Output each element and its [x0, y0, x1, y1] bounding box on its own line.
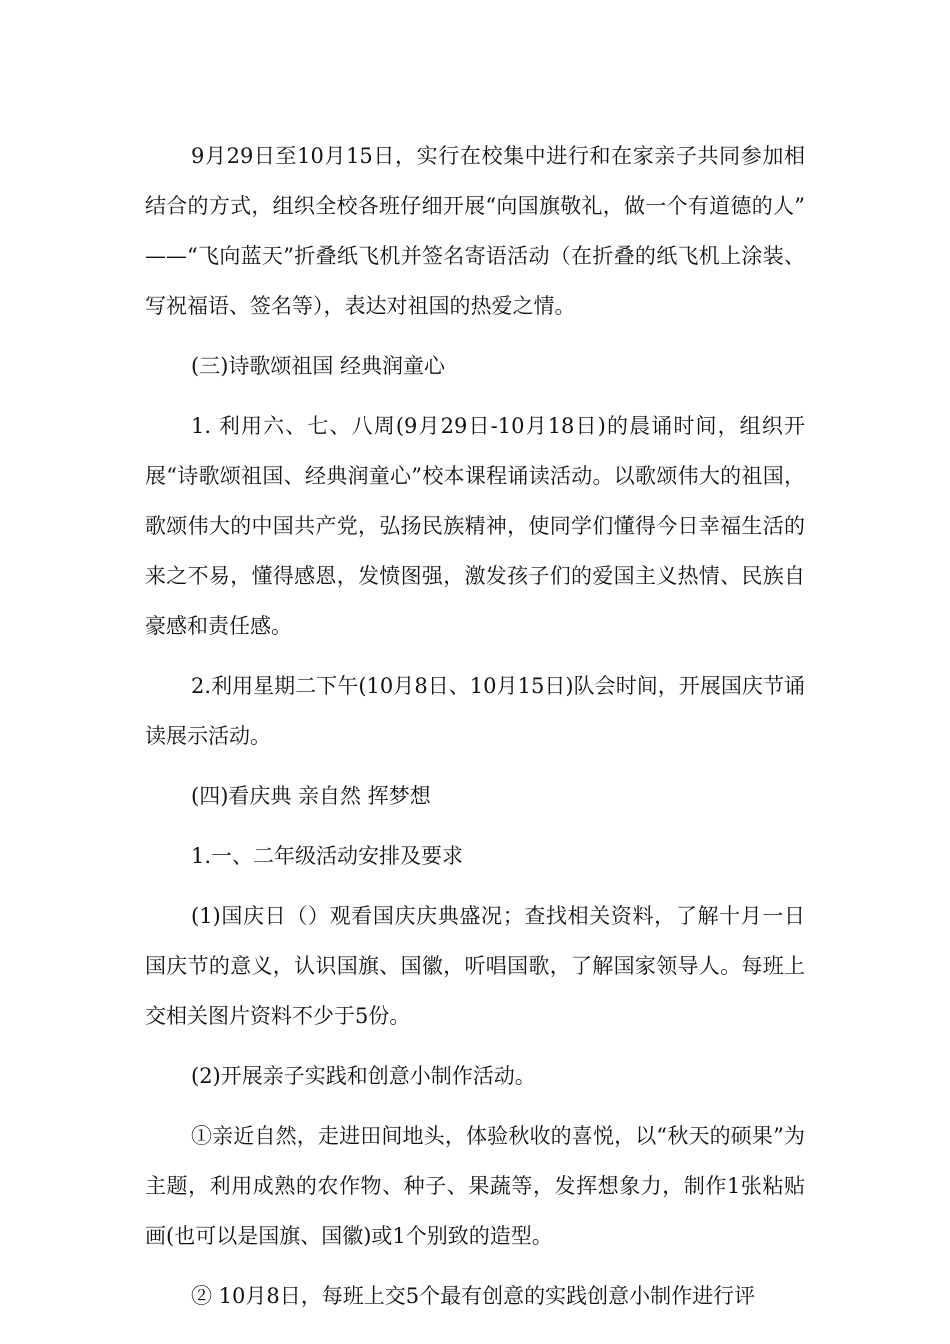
section-heading-celebration: (四)看庆典 亲自然 挥梦想: [191, 784, 431, 808]
subheading-grade-arrangement: 1.一、二年级活动安排及要求: [191, 844, 464, 868]
paragraph-morning-reading: 1. 利用六、七、八周(9月29日-10月18日)的晨诵时间，组织开展“诗歌颂祖国、经典润童心”校本课程诵读活动。以歌颂伟大的祖国，歌颂伟大的中国共产党，弘扬民族精神，使同学们懂得今日幸福生活的来之不易，懂得感恩，发愤图强，激发孩子们的爱国主义热情、民族自豪感和责任感。: [145, 414, 805, 638]
document-body: [145, 131, 805, 1321]
section-heading-poetry: (三)诗歌颂祖国 经典润童心: [191, 354, 446, 378]
paragraph-watch-ceremony: (1)国庆日（）观看国庆庆典盛况；查找相关资料，了解十月一日国庆节的意义，认识国旗、国徽，听唱国歌，了解国家领导人。每班上交相关图片资料不少于5份。: [145, 904, 805, 1028]
paragraph-nature-craft: ①亲近自然，走进田间地头，体验秋收的喜悦，以“秋天的硕果”为主题，利用成熟的农作物、种子、果蔬等，发挥想象力，制作1张粘贴画(也可以是国旗、国徽)或1个别致的造型。: [145, 1124, 805, 1248]
paragraph-submission-cut: ② 10月8日，每班上交5个最有创意的实践创意小制作进行评: [191, 1284, 756, 1308]
paragraph-parent-child-practice: (2)开展亲子实践和创意小制作活动。: [191, 1064, 536, 1088]
paragraph-team-meeting: 2.利用星期二下午(10月8日、10月15日)队会时间，开展国庆节诵读展示活动。: [145, 674, 805, 748]
paragraph-flag-activity: 9月29日至10月15日，实行在校集中进行和在家亲子共同参加相结合的方式，组织全校各班仔细开展“向国旗敬礼，做一个有道德的人” ——“飞向蓝天”折叠纸飞机并签名寄语活动（在折叠的纸飞机上涂装、写祝福语、签名等），表达对祖国的热爱之情。: [145, 144, 805, 318]
